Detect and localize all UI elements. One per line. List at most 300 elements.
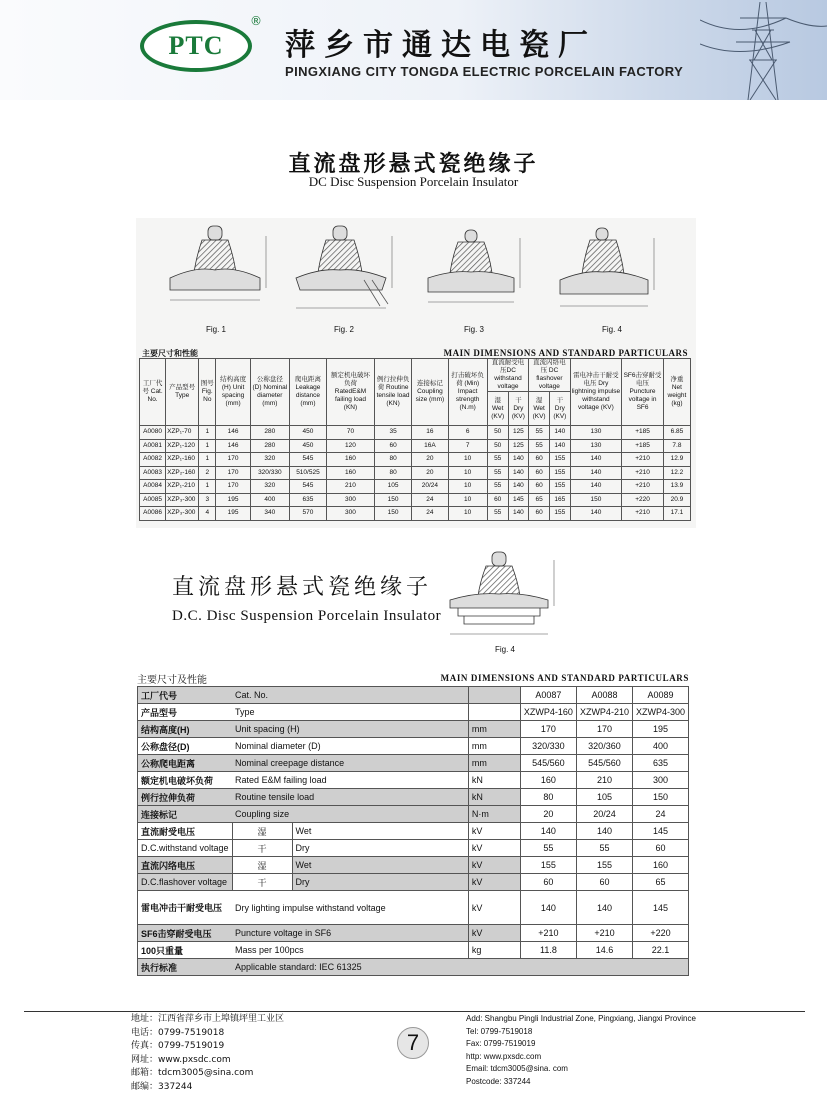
table-row — [138, 891, 689, 925]
table-cell: 55 — [487, 507, 508, 521]
table-cell: 105 — [576, 789, 632, 806]
table-cell: Nominal creepage distance — [232, 755, 468, 772]
table-cell: 50 — [487, 439, 508, 453]
table-cell: 10 — [448, 480, 487, 494]
table-row — [138, 687, 689, 704]
table-cell: 55 — [576, 840, 632, 857]
table-cell: D.C.withstand voltage — [138, 840, 233, 857]
table-row — [140, 439, 691, 453]
table-cell: SF6击穿耐受电压 — [138, 925, 233, 942]
table-cell: D.C.flashover voltage — [138, 874, 233, 891]
table-cell: 140 — [508, 480, 529, 494]
table1 — [139, 358, 691, 521]
table-cell: 1 — [199, 426, 216, 440]
table-cell: 210 — [327, 480, 375, 494]
footer-tel-cn: 电话：0799-7519018 — [131, 1027, 225, 1038]
table-cell: 100只重量 — [138, 942, 233, 959]
table-cell: 60 — [529, 453, 550, 467]
col-header: 雷电冲击干耐受电压 Dry lightning impulse withstand voltage (KV) — [570, 359, 622, 426]
footer-divider — [24, 1011, 805, 1012]
table-cell: XZP₁-120 — [166, 439, 199, 453]
table-cell: kV — [468, 874, 520, 891]
footer-address-cn: 地址：江西省萍乡市上埠镇坪里工业区 — [131, 1014, 285, 1024]
table-cell: 干 — [232, 840, 292, 857]
table-cell: Dry — [292, 840, 468, 857]
table-cell: 125 — [508, 426, 529, 440]
table-cell: 16 — [412, 426, 448, 440]
table-cell: 70 — [327, 426, 375, 440]
section2-title-cn: 直流盘形悬式瓷绝缘子 — [172, 575, 433, 600]
table-cell: 450 — [289, 439, 326, 453]
col-header: 打击破坏负荷 (Min) Impact strength (N.m) — [448, 359, 487, 426]
table-cell: 120 — [327, 439, 375, 453]
table-cell: 20 — [520, 806, 576, 823]
table-cell: A0084 — [140, 480, 166, 494]
table-cell: Dry lighting impulse withstand voltage — [232, 891, 468, 925]
col-header: 工厂代号 Cat. No. — [140, 359, 166, 426]
table-cell: A0088 — [576, 687, 632, 704]
table-row — [138, 857, 689, 874]
table-cell: 155 — [550, 480, 571, 494]
table-cell: 300 — [632, 772, 688, 789]
table-cell: 146 — [216, 426, 250, 440]
table-cell: 1 — [199, 453, 216, 467]
table-cell: 210 — [576, 772, 632, 789]
table-row — [138, 806, 689, 823]
table-cell: 105 — [374, 480, 411, 494]
table-cell: 干 — [232, 874, 292, 891]
table-cell: XZP₁-210 — [166, 480, 199, 494]
table-cell: 140 — [550, 426, 571, 440]
col-header: 爬电距离 Leakage distance (mm) — [289, 359, 326, 426]
table-cell: 65 — [529, 493, 550, 507]
table-cell: 545/560 — [520, 755, 576, 772]
table-cell: 20/24 — [576, 806, 632, 823]
figure-1-drawing — [170, 226, 266, 300]
table2-label-en: MAIN DIMENSIONS AND STANDARD PARTICULARS — [440, 673, 689, 683]
table-cell: 公称爬电距离 — [138, 755, 233, 772]
table-cell: 例行拉伸负荷 — [138, 789, 233, 806]
table-cell: 20 — [412, 466, 448, 480]
table-cell: 145 — [508, 493, 529, 507]
table-cell: 湿 — [232, 823, 292, 840]
table2-label-cn: 主要尺寸及性能 — [137, 675, 207, 686]
table-cell: kV — [468, 857, 520, 874]
table-cell: 17.1 — [663, 507, 690, 521]
table-cell: 1 — [199, 480, 216, 494]
table-cell: XZP₂-160 — [166, 466, 199, 480]
table-cell: 140 — [508, 507, 529, 521]
table-cell: 155 — [550, 507, 571, 521]
table-cell: 400 — [632, 738, 688, 755]
table-cell: mm — [468, 721, 520, 738]
col-header: 公称盘径 (D) Nominal diameter (mm) — [250, 359, 289, 426]
table-cell: 545 — [289, 453, 326, 467]
table-cell: 140 — [508, 466, 529, 480]
footer-web-cn: 网址：www.pxsdc.com — [131, 1054, 231, 1065]
table-cell: 165 — [550, 493, 571, 507]
company-name-en: PINGXIANG CITY TONGDA ELECTRIC PORCELAIN FACTORY — [285, 64, 684, 79]
table-cell: 400 — [250, 493, 289, 507]
table-cell: 340 — [250, 507, 289, 521]
col-header: 连接标记 Coupling size (mm) — [412, 359, 448, 426]
table-cell: 11.8 — [520, 942, 576, 959]
table-cell: 545/560 — [576, 755, 632, 772]
table-cell: Wet — [292, 857, 468, 874]
table-cell: 60 — [632, 840, 688, 857]
table-cell: kV — [468, 891, 520, 925]
table-cell: Unit spacing (H) — [232, 721, 468, 738]
table-cell: Cat. No. — [232, 687, 468, 704]
power-tower-icon — [700, 0, 827, 100]
table-cell: 300 — [327, 493, 375, 507]
table-row — [138, 789, 689, 806]
table-cell: 160 — [520, 772, 576, 789]
col-header: 图号 Fig. No — [199, 359, 216, 426]
table-cell: 60 — [576, 874, 632, 891]
table-row — [140, 507, 691, 521]
figure-2-drawing — [296, 226, 392, 308]
col-header: 净重 Net weight (kg) — [663, 359, 690, 426]
footer-post-cn: 邮编：337244 — [131, 1081, 193, 1092]
table-cell: +220 — [632, 925, 688, 942]
table-cell: 150 — [374, 507, 411, 521]
table-cell: 320/330 — [520, 738, 576, 755]
table-cell: 结构高度(H) — [138, 721, 233, 738]
footer-contact-cn — [131, 1013, 284, 1094]
table-cell: 13.9 — [663, 480, 690, 494]
table-cell: Mass per 100pcs — [232, 942, 468, 959]
table-cell: 10 — [448, 493, 487, 507]
table-cell: 140 — [550, 439, 571, 453]
table-cell: 6 — [448, 426, 487, 440]
figure-4-drawing — [560, 228, 654, 306]
table-cell: 146 — [216, 439, 250, 453]
table-cell: mm — [468, 755, 520, 772]
table-cell: kV — [468, 925, 520, 942]
table-cell: 160 — [327, 453, 375, 467]
table-cell: Wet — [292, 823, 468, 840]
table-row — [138, 840, 689, 857]
footer-address-en: Add: Shangbu Pingli Industrial Zone, Pingxiang, Jiangxi Province — [466, 1014, 696, 1023]
table-cell: 16A — [412, 439, 448, 453]
footer-tel-en: Tel: 0799-7519018 — [466, 1026, 533, 1036]
table-row — [140, 426, 691, 440]
footer-fax-en: Fax: 0799-7519019 — [466, 1039, 536, 1048]
table-cell: 140 — [520, 823, 576, 840]
table-cell: 35 — [374, 426, 411, 440]
table2-body — [138, 687, 689, 976]
table-cell: XZWP4-300 — [632, 704, 688, 721]
table-cell: 4 — [199, 507, 216, 521]
table-cell: 320 — [250, 480, 289, 494]
col-header: 产品型号 Type — [166, 359, 199, 426]
table-cell: Routine tensile load — [232, 789, 468, 806]
table1-label-cn: 主要尺寸和性能 — [142, 349, 198, 358]
footer-email-en: Email: tdcm3005@sina. com — [466, 1064, 568, 1073]
page-header — [0, 0, 827, 100]
table-cell: 20 — [412, 453, 448, 467]
table-cell: 6.85 — [663, 426, 690, 440]
table-cell: 额定机电破坏负荷 — [138, 772, 233, 789]
table-cell: 55 — [487, 480, 508, 494]
table-cell: 155 — [520, 857, 576, 874]
table-cell: A0089 — [632, 687, 688, 704]
table-cell: Nominal diameter (D) — [232, 738, 468, 755]
col-subheader: 干 Dry (KV) — [550, 392, 571, 426]
table-cell: 60 — [520, 874, 576, 891]
table-cell: 125 — [508, 439, 529, 453]
footer-email-cn: 邮箱：tdcm3005@sina.com — [131, 1068, 254, 1078]
table-row — [140, 480, 691, 494]
section2-title-en: D.C. Disc Suspension Porcelain Insulator — [172, 608, 442, 624]
table-cell: 12.9 — [663, 453, 690, 467]
table-cell: A0083 — [140, 466, 166, 480]
table-cell: 连接标记 — [138, 806, 233, 823]
company-logo — [140, 20, 252, 72]
table-row — [138, 874, 689, 891]
table-cell: 155 — [576, 857, 632, 874]
table1-body — [140, 426, 691, 521]
table-row — [138, 704, 689, 721]
table-cell: 7.8 — [663, 439, 690, 453]
table-cell: Rated E&M failing load — [232, 772, 468, 789]
table-cell: 12.2 — [663, 466, 690, 480]
table-cell: 1 — [199, 439, 216, 453]
table-cell: N·m — [468, 806, 520, 823]
table-cell: 80 — [374, 453, 411, 467]
table-row — [138, 823, 689, 840]
table-cell: 140 — [570, 507, 622, 521]
table-cell: 450 — [289, 426, 326, 440]
table-cell: 170 — [216, 480, 250, 494]
table-cell: XZP₃-300 — [166, 507, 199, 521]
table-cell: 170 — [216, 453, 250, 467]
section1-title-en: DC Disc Suspension Porcelain Insulator — [308, 174, 519, 189]
table-cell: 130 — [570, 426, 622, 440]
col-header: 直流闪络电压 DC flashover voltage — [529, 359, 570, 392]
table-cell: A0086 — [140, 507, 166, 521]
table-cell: 320/330 — [250, 466, 289, 480]
table-cell: 545 — [289, 480, 326, 494]
table-cell: 公称盘径(D) — [138, 738, 233, 755]
table-cell: 65 — [632, 874, 688, 891]
table-cell: 20.9 — [663, 493, 690, 507]
table-cell: 150 — [632, 789, 688, 806]
table-cell: 60 — [487, 493, 508, 507]
table-cell: 145 — [632, 891, 688, 925]
table-cell: +210 — [520, 925, 576, 942]
table-cell: 160 — [327, 466, 375, 480]
table-cell: 24 — [412, 507, 448, 521]
table-cell: +210 — [622, 453, 664, 467]
table-cell: kN — [468, 772, 520, 789]
table-cell: 产品型号 — [138, 704, 233, 721]
table-cell: Coupling size — [232, 806, 468, 823]
table-cell: +185 — [622, 426, 664, 440]
table-cell: 320 — [250, 453, 289, 467]
table-cell: XZWP4-210 — [576, 704, 632, 721]
col-header: 直流耐受电压DC withstand voltage — [487, 359, 528, 392]
figure-4-label: Fig. 4 — [602, 325, 623, 334]
table-cell: kg — [468, 942, 520, 959]
table-row — [140, 453, 691, 467]
table-cell: 170 — [216, 466, 250, 480]
table-cell: 140 — [576, 891, 632, 925]
table-cell: 130 — [570, 439, 622, 453]
table-cell: 195 — [632, 721, 688, 738]
table-cell: +185 — [622, 439, 664, 453]
table1-label-en: MAIN DIMENSIONS AND STANDARD PARTICULARS — [443, 348, 688, 358]
figure-4-label-large: Fig. 4 — [495, 645, 516, 654]
table-row — [138, 772, 689, 789]
table-cell: 195 — [216, 507, 250, 521]
table-cell: 20/24 — [412, 480, 448, 494]
table-cell: 140 — [570, 453, 622, 467]
table-cell: +210 — [576, 925, 632, 942]
table-cell: 14.6 — [576, 942, 632, 959]
figure-2-label: Fig. 2 — [334, 325, 355, 334]
table-cell: 60 — [529, 507, 550, 521]
table-row — [140, 466, 691, 480]
figure-1-label: Fig. 1 — [206, 325, 227, 334]
table-cell: 150 — [374, 493, 411, 507]
table-cell: 80 — [520, 789, 576, 806]
table-row — [138, 925, 689, 942]
table-cell: 140 — [570, 466, 622, 480]
table-cell: 10 — [448, 466, 487, 480]
table-cell: kN — [468, 789, 520, 806]
figure-3-label: Fig. 3 — [464, 325, 485, 334]
footer-fax-cn: 传真：0799-7519019 — [131, 1041, 225, 1051]
table-cell: 145 — [632, 823, 688, 840]
table-cell: 155 — [550, 466, 571, 480]
col-header: 例行拉伸负荷 Routine tensile load (KN) — [374, 359, 411, 426]
page-number: 7 — [397, 1027, 429, 1059]
table-cell: 10 — [448, 453, 487, 467]
table-cell: kV — [468, 823, 520, 840]
table-cell: XZP₁-70 — [166, 426, 199, 440]
table-row — [138, 959, 689, 976]
table-cell: Puncture voltage in SF6 — [232, 925, 468, 942]
col-header: SF6击穿耐受电压 Puncture voltage in SF6 — [622, 359, 664, 426]
table-row — [138, 942, 689, 959]
table-cell: +210 — [622, 507, 664, 521]
table-cell: 320/360 — [576, 738, 632, 755]
table-cell: 300 — [327, 507, 375, 521]
table-row — [140, 493, 691, 507]
table-cell: 24 — [412, 493, 448, 507]
logo-text: PTC — [168, 31, 224, 60]
col-subheader: 湿 Wet (KV) — [487, 392, 508, 426]
table-cell: Dry — [292, 874, 468, 891]
company-name-cn: 萍乡市通达电瓷厂 — [285, 28, 597, 63]
table-cell: 雷电冲击干耐受电压 — [138, 891, 233, 925]
table-cell: 570 — [289, 507, 326, 521]
table-cell: 55 — [520, 840, 576, 857]
table-cell: XZP₃-300 — [166, 493, 199, 507]
table-cell: 510/525 — [289, 466, 326, 480]
figure-4-drawing-large — [436, 550, 566, 650]
section1-title-cn: 直流盘形悬式瓷绝缘子 — [288, 152, 539, 177]
table-cell: 140 — [520, 891, 576, 925]
table-cell: mm — [468, 738, 520, 755]
table-row — [138, 755, 689, 772]
table-cell: 80 — [374, 466, 411, 480]
table-cell: 3 — [199, 493, 216, 507]
table-cell: 140 — [508, 453, 529, 467]
table2 — [137, 686, 689, 976]
table-cell: 280 — [250, 439, 289, 453]
table-cell: 55 — [487, 453, 508, 467]
col-header: 额定机电破坏负荷 RatedE&M failing load (KN) — [327, 359, 375, 426]
col-header: 结构高度 (H) Unit spacing (mm) — [216, 359, 250, 426]
table-cell: 155 — [550, 453, 571, 467]
col-subheader: 湿 Wet (KV) — [529, 392, 550, 426]
figure-3-drawing — [428, 230, 520, 302]
table-cell: A0085 — [140, 493, 166, 507]
table-cell: 工厂代号 — [138, 687, 233, 704]
table-cell: 140 — [576, 823, 632, 840]
table-row — [138, 738, 689, 755]
table-cell: 50 — [487, 426, 508, 440]
table-cell: Applicable standard: IEC 61325 — [232, 959, 688, 976]
table-cell: 55 — [529, 426, 550, 440]
footer-web-en: http: www.pxsdc.com — [466, 1051, 542, 1061]
table-cell: 195 — [216, 493, 250, 507]
table-cell: 160 — [632, 857, 688, 874]
table-cell: 635 — [632, 755, 688, 772]
table-cell — [468, 687, 520, 704]
table-cell — [468, 704, 520, 721]
table-cell: XZWP4-160 — [520, 704, 576, 721]
table-cell: +210 — [622, 480, 664, 494]
table-cell: 22.1 — [632, 942, 688, 959]
table-cell: +220 — [622, 493, 664, 507]
footer-post-en: Postcode: 337244 — [466, 1076, 531, 1086]
table-cell: XZP₁-160 — [166, 453, 199, 467]
footer-contact-en — [466, 1013, 696, 1088]
table-cell: 24 — [632, 806, 688, 823]
table-cell: 7 — [448, 439, 487, 453]
table-cell: A0081 — [140, 439, 166, 453]
col-subheader: 干 Dry (KV) — [508, 392, 529, 426]
table-cell: 60 — [374, 439, 411, 453]
table-cell: 55 — [487, 466, 508, 480]
table-cell: 635 — [289, 493, 326, 507]
table-cell: 直流耐受电压 — [138, 823, 233, 840]
table-cell: 执行标准 — [138, 959, 233, 976]
table-cell: 湿 — [232, 857, 292, 874]
table-row — [138, 721, 689, 738]
section1-scan — [136, 218, 696, 528]
table-cell: 55 — [529, 439, 550, 453]
table-cell: 280 — [250, 426, 289, 440]
registered-mark: ® — [250, 14, 262, 28]
table-cell: 60 — [529, 466, 550, 480]
table-cell: kV — [468, 840, 520, 857]
table-cell: 60 — [529, 480, 550, 494]
table-cell: 170 — [520, 721, 576, 738]
table-cell: A0080 — [140, 426, 166, 440]
table-cell: A0082 — [140, 453, 166, 467]
table-cell: 直流闪络电压 — [138, 857, 233, 874]
table-cell: Type — [232, 704, 468, 721]
table-cell: 2 — [199, 466, 216, 480]
table-cell: 170 — [576, 721, 632, 738]
table-cell: A0087 — [520, 687, 576, 704]
table-cell: 140 — [570, 480, 622, 494]
